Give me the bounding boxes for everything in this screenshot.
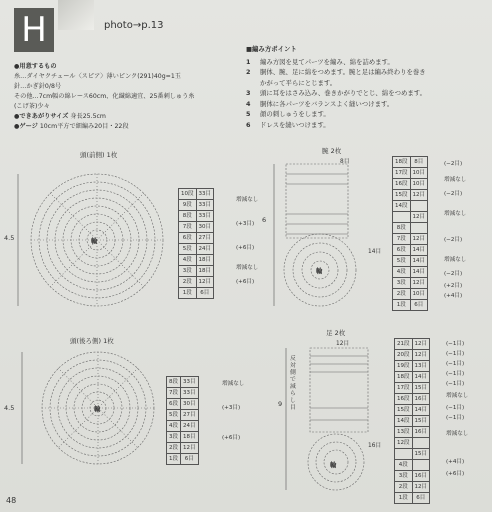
table-row: 6段 30目 [167, 399, 199, 410]
increase-note: (+3目) [222, 405, 241, 411]
increase-note: (−1目) [446, 381, 465, 387]
table-row: 18段 8目 [393, 157, 428, 168]
head-front-dimension: 4.5 [4, 234, 15, 242]
table-row: 20段 12目 [395, 350, 430, 361]
table-row: 15目 [395, 449, 430, 460]
photo-thumbnail [58, 0, 94, 30]
increase-note: (−1目) [446, 351, 465, 357]
increase-note: 増減なし [446, 431, 469, 437]
gauge-line [14, 122, 242, 132]
head-back-diagram [18, 346, 188, 476]
increase-note: (+4目) [446, 459, 465, 465]
table-row: 16段 10目 [393, 179, 428, 190]
gauge-heading: ●ゲージ [14, 123, 38, 130]
instructions-block [246, 44, 486, 130]
leg-table [394, 338, 430, 504]
increase-note: (−2目) [444, 161, 463, 167]
increase-note: 増減なし [236, 265, 259, 271]
materials-line: (こげ茶)少々 [14, 103, 50, 110]
table-row: 9段 33目 [179, 200, 214, 211]
table-row: 4段 14目 [393, 267, 428, 278]
table-row: 1段 6目 [167, 454, 199, 465]
table-row: 1段 6目 [395, 493, 430, 504]
increase-note: (−1目) [446, 371, 465, 377]
table-row: 10段 33目 [179, 189, 214, 200]
size-heading: ●できあがりサイズ [14, 113, 69, 120]
increase-note: (−1目) [446, 341, 465, 347]
materials-block [14, 62, 242, 132]
table-row: 3段 18目 [167, 432, 199, 443]
instructions-heading: ■編み方ポイント [246, 45, 297, 53]
instruction-step: 1 編み方図を見てパーツを編み、綿を詰めます。 [246, 57, 394, 66]
leg-title: 足 2枚 [326, 329, 346, 337]
table-row: 5段 24目 [179, 244, 214, 255]
table-row: 4段 18目 [179, 255, 214, 266]
materials-line: 糸…ダイヤクチュール〈スピア〉薄いピンク(291)40g=1玉 [14, 73, 181, 80]
increase-note: 増減なし [444, 211, 467, 217]
increase-note: 増減なし [444, 257, 467, 263]
increase-note: (−2目) [444, 271, 463, 277]
increase-note: (+3目) [236, 221, 255, 227]
increase-note: (−2目) [444, 191, 463, 197]
head-front-center: 輪 [91, 237, 98, 245]
table-row: 15段 12目 [393, 190, 428, 201]
table-row: 18段 14目 [395, 372, 430, 383]
arm-center: 輪 [316, 267, 323, 275]
arm-dimension: 6 [262, 216, 267, 224]
materials-heading: ●用意するもの [14, 63, 57, 70]
table-row: 2段 12目 [179, 277, 214, 288]
page-number: 48 [6, 496, 17, 505]
increase-note: (+6目) [222, 435, 241, 441]
table-row: 4段 [395, 460, 430, 471]
arm-side-label: 14目 [368, 249, 382, 255]
table-row: 8段 33目 [179, 211, 214, 222]
leg-center: 輪 [330, 461, 337, 469]
arm-top-label: 8目 [340, 159, 350, 165]
instruction-step: 3 頭に耳をはさみ込み、巻きかがりでとじ、綿をつめます。 [246, 89, 427, 97]
materials-line: その他…7cm幅の綿レース60cm、化繊綿適宜、25番刺しゅう糸 [14, 93, 195, 100]
table-row: 17段 10目 [393, 168, 428, 179]
instruction-step: 6 ドレスを縫いつけます。 [246, 120, 330, 129]
head-back-dimension: 4.5 [4, 404, 15, 412]
head-front-diagram [12, 160, 182, 310]
leg-top-label: 12目 [336, 341, 350, 347]
increase-note: 増減なし [236, 197, 259, 203]
table-row: 4段 24目 [167, 421, 199, 432]
materials-line: 針…かぎ針0/8号 [14, 83, 62, 90]
table-row: 15段 14目 [395, 405, 430, 416]
increase-note: (+6目) [236, 279, 255, 285]
arm-title: 腕 2枚 [322, 147, 342, 155]
head-back-title: 頭(後ろ側) 1枚 [70, 337, 114, 345]
head-back-center: 輪 [94, 405, 101, 413]
photo-reference: photo→p.13 [104, 20, 164, 31]
head-front-title: 頭(前側) 1枚 [80, 151, 118, 159]
increase-note: (+6目) [446, 471, 465, 477]
table-row: 3段 18目 [179, 266, 214, 277]
table-row: 1段 6目 [179, 288, 214, 299]
increase-note: (+2目) [444, 283, 463, 289]
table-row: 3段 12目 [393, 278, 428, 289]
table-row: 7段 12目 [393, 234, 428, 245]
instruction-step: 5 顔の刺しゅうをします。 [246, 110, 330, 118]
table-row: 3段 16目 [395, 471, 430, 482]
leg-side-label: 16目 [368, 443, 382, 449]
table-row: 16段 16目 [395, 394, 430, 405]
increase-note: (−1目) [446, 415, 465, 421]
instruction-step: 2 胴体、腕、足に綿をつめます。腕と足は編み終わりを巻き [246, 68, 426, 76]
table-row: 6段 14目 [393, 245, 428, 256]
increase-note: (+4目) [444, 293, 463, 299]
table-row: 12目 [393, 212, 428, 223]
size-value: 身長25.5cm [70, 113, 106, 120]
table-row: 2段 10目 [393, 289, 428, 300]
leg-vertical-note: 反対側で減らし目 [290, 356, 296, 411]
table-row: 2段 12目 [395, 482, 430, 493]
table-row: 19段 13目 [395, 361, 430, 372]
head-back-table [166, 376, 199, 465]
table-row: 13段 16目 [395, 427, 430, 438]
table-row: 17段 15目 [395, 383, 430, 394]
table-row: 8段 [393, 223, 428, 234]
instruction-step: かがって平らにとじます。 [260, 78, 337, 87]
increase-note: 増減なし [446, 393, 469, 399]
arm-diagram [268, 160, 378, 310]
table-row: 6段 27目 [179, 233, 214, 244]
table-row: 5段 27目 [167, 410, 199, 421]
table-row: 7段 33目 [167, 388, 199, 399]
leg-dimension: 9 [278, 400, 283, 408]
increase-note: 増減なし [222, 381, 245, 387]
table-row: 8段 33目 [167, 377, 199, 388]
increase-note: (−1目) [446, 405, 465, 411]
arm-table [392, 156, 428, 311]
table-row: 7段 30目 [179, 222, 214, 233]
instruction-step: 4 胴体に各パーツをバランスよく縫いつけます。 [246, 99, 394, 108]
table-row: 1段 6目 [393, 300, 428, 311]
size-line [14, 112, 242, 122]
increase-note: (−1目) [446, 361, 465, 367]
increase-note: (−2目) [444, 237, 463, 243]
table-row: 21段 12目 [395, 339, 430, 350]
gauge-value: 10cm平方で細編み20目・22段 [39, 123, 129, 130]
table-row: 14段 [393, 201, 428, 212]
increase-note: (+6目) [236, 245, 255, 251]
increase-note: 増減なし [444, 177, 467, 183]
head-front-table [178, 188, 214, 299]
table-row: 2段 12目 [167, 443, 199, 454]
table-row: 14段 15目 [395, 416, 430, 427]
section-letter: H [14, 8, 54, 52]
table-row: 12段 [395, 438, 430, 449]
table-row: 5段 14目 [393, 256, 428, 267]
